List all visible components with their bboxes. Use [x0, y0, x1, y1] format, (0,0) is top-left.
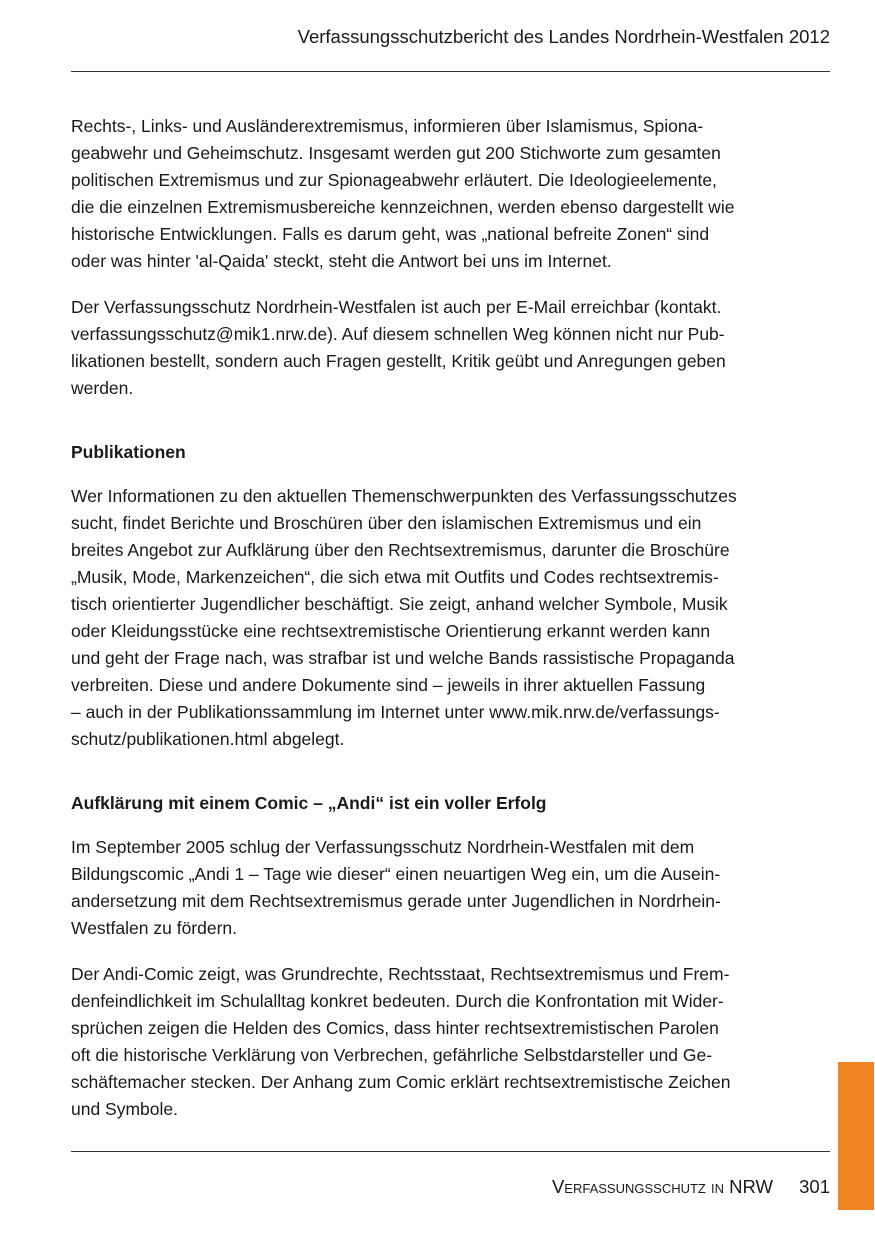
text-line: geabwehr und Geheimschutz. Insgesamt werden gut 200 Stichworte zum gesamten [71, 143, 721, 163]
publikationen-paragraph-1 [71, 483, 796, 753]
intro-paragraph-1 [71, 113, 796, 275]
chapter-tab-marker [838, 1062, 874, 1210]
section-heading-publikationen: Publikationen [71, 442, 186, 462]
text-line: verfassungsschutz@mik1.nrw.de). Auf diesem schnellen Weg können nicht nur Pub- [71, 324, 725, 344]
text-line: oder Kleidungsstücke eine rechtsextremistische Orientierung erkannt werden kann [71, 621, 711, 641]
text-line: historische Entwicklungen. Falls es darum geht, was „national befreite Zonen“ sind [71, 224, 710, 244]
text-line: tisch orientierter Jugendlicher beschäftigt. Sie zeigt, anhand welcher Symbole, Musik [71, 594, 728, 614]
text-line: Wer Informationen zu den aktuellen Themenschwerpunkten des Verfassungsschutzes [71, 486, 737, 506]
running-footer-label: Verfassungsschutz in NRW [551, 1176, 773, 1197]
text-line: Westfalen zu fördern. [71, 918, 238, 938]
text-line: oft die historische Verklärung von Verbrechen, gefährliche Selbstdarsteller und Ge- [71, 1045, 713, 1065]
text-line: likationen bestellt, sondern auch Fragen gestellt, Kritik geübt und Anregungen geben [71, 351, 726, 371]
text-line: und Symbole. [71, 1099, 179, 1119]
text-line: Bildungscomic „Andi 1 – Tage wie dieser“ einen neuartigen Weg ein, um die Ausein- [71, 864, 721, 884]
text-line: „Musik, Mode, Markenzeichen“, die sich etwa mit Outfits und Codes rechtsextremis- [71, 567, 719, 587]
text-line: denfeindlichkeit im Schulalltag konkret bedeuten. Durch die Konfrontation mit Wider- [71, 991, 724, 1011]
running-header-title: Verfassungsschutzbericht des Landes Nordrhein-Westfalen 2012 [297, 26, 830, 47]
text-line: sprüchen zeigen die Helden des Comics, dass hinter rechtsextremistischen Parolen [71, 1018, 719, 1038]
text-line: – auch in der Publikationssammlung im Internet unter www.mik.nrw.de/verfassungs- [71, 702, 720, 722]
text-line: und geht der Frage nach, was strafbar ist und welche Bands rassistische Propaganda [71, 648, 735, 668]
text-line: Der Verfassungsschutz Nordrhein-Westfalen ist auch per E-Mail erreichbar (kontakt. [71, 297, 722, 317]
section-heading-comic: Aufklärung mit einem Comic – „Andi“ ist ein voller Erfolg [71, 793, 547, 813]
page-number: 301 [799, 1176, 830, 1197]
text-line: oder was hinter 'al-Qaida' steckt, steht die Antwort bei uns im Internet. [71, 251, 612, 271]
header-divider [71, 71, 830, 72]
text-line: die die einzelnen Extremismusbereiche kennzeichnen, werden ebenso dargestellt wie [71, 197, 735, 217]
text-line: breites Angebot zur Aufklärung über den Rechtsextremismus, darunter die Broschüre [71, 540, 730, 560]
comic-paragraph-2 [71, 961, 796, 1123]
text-line: Rechts-, Links- und Ausländerextremismus, informieren über Islamismus, Spiona- [71, 116, 704, 136]
comic-paragraph-1 [71, 834, 796, 942]
text-line: schutz/publikationen.html abgelegt. [71, 729, 345, 749]
text-line: werden. [71, 378, 134, 398]
text-line: schäftemacher stecken. Der Anhang zum Comic erklärt rechtsextremistische Zeichen [71, 1072, 731, 1092]
footer-divider [71, 1151, 830, 1152]
text-line: sucht, findet Berichte und Broschüren über den islamischen Extremismus und ein [71, 513, 702, 533]
text-line: verbreiten. Diese und andere Dokumente sind – jeweils in ihrer aktuellen Fassung [71, 675, 706, 695]
text-line: Im September 2005 schlug der Verfassungsschutz Nordrhein-Westfalen mit dem [71, 837, 695, 857]
text-line: politischen Extremismus und zur Spionageabwehr erläutert. Die Ideologieelemente, [71, 170, 717, 190]
text-line: Der Andi-Comic zeigt, was Grundrechte, Rechtsstaat, Rechtsextremismus und Frem- [71, 964, 730, 984]
intro-paragraph-2 [71, 294, 796, 402]
page-body [71, 113, 796, 1123]
text-line: andersetzung mit dem Rechtsextremismus gerade unter Jugendlichen in Nordrhein- [71, 891, 721, 911]
